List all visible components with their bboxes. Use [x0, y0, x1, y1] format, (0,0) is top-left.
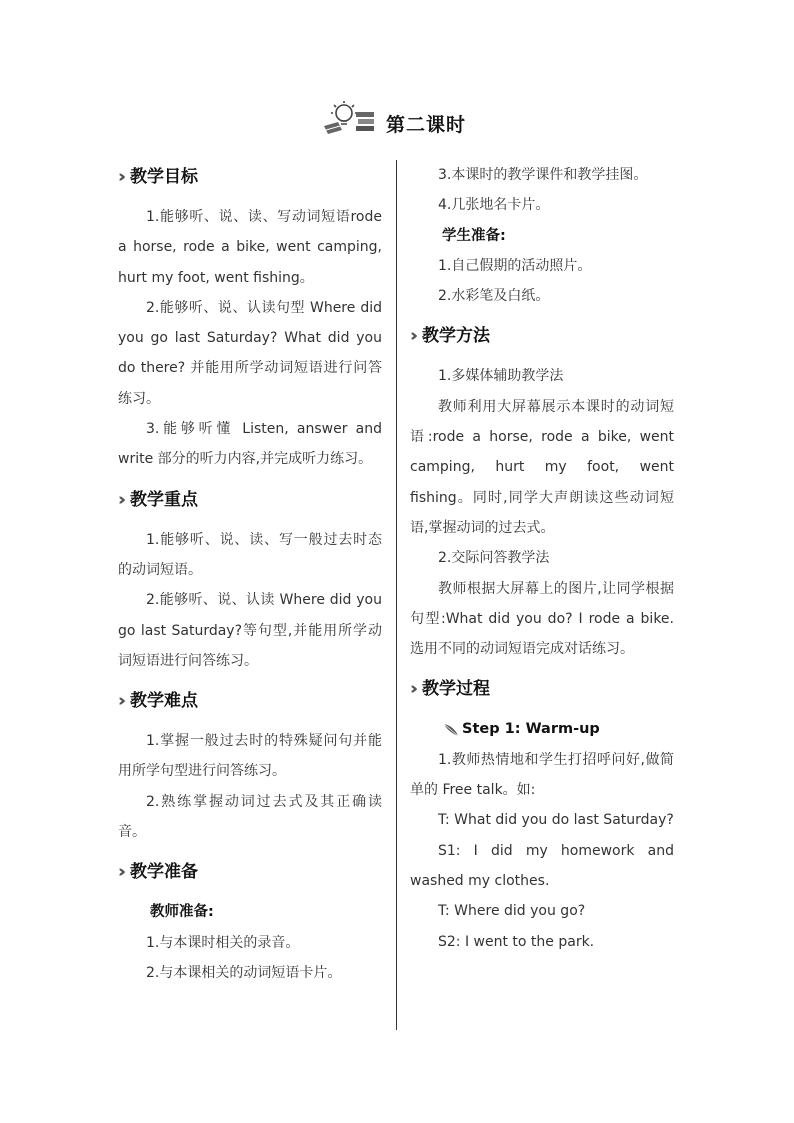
- double-chevron-icon: ››: [410, 326, 413, 347]
- heading-text: 教学方法: [422, 326, 491, 347]
- keypoint-item: 1.能够听、说、读、写一般过去时态的动词短语。: [118, 531, 382, 578]
- student-prep-item: 2.水彩笔及白纸。: [438, 288, 550, 305]
- teacher-prep-label: 教师准备:: [150, 904, 214, 921]
- section-heading-methods: [410, 319, 674, 353]
- teacher-prep-item: 3.本课时的教学课件和教学挂图。: [438, 167, 648, 183]
- heading-text: 教学重点: [130, 489, 199, 510]
- heading-text: 教学难点: [130, 691, 199, 712]
- heading-text: 教学过程: [422, 679, 491, 700]
- process-line: T: Where did you go?: [438, 903, 586, 920]
- student-prep-item: 1.自己假期的活动照片。: [438, 257, 592, 274]
- step-heading: [410, 714, 674, 744]
- step-title-text: Step 1: Warm-up: [462, 721, 600, 738]
- page-header: [0, 96, 794, 156]
- double-chevron-icon: ››: [118, 862, 121, 883]
- method-title: 1.多媒体辅助教学法: [438, 368, 564, 385]
- process-line: T: What did you do last Saturday?: [438, 812, 674, 829]
- lightbulb-books-icon: [322, 100, 378, 136]
- teacher-prep-item: 4.几张地名卡片。: [438, 197, 550, 214]
- process-line: S1: I did my homework and washed my clothes.: [410, 842, 674, 889]
- double-chevron-icon: ››: [118, 167, 121, 187]
- method-body: 教师利用大屏幕展示本课时的动词短语:rode a horse, rode a bike, went camping, hurt my foot, went fishing。同时,同学大声朗读这些动词短语,掌握动词的过去式。: [410, 398, 674, 536]
- goal-item: 2.能够听、说、认读句型 Where did you go last Saturday? What did you do there? 并能用所学动词短语进行问答练习。: [118, 299, 382, 407]
- process-line: 1.教师热情地和学生打招呼问好,做简单的 Free talk。如:: [410, 751, 674, 799]
- process-line: S2: I went to the park.: [438, 933, 595, 950]
- teacher-prep-item: 2.与本课相关的动词短语卡片。: [146, 964, 342, 981]
- section-heading-keypoints: [118, 483, 382, 517]
- left-column: [118, 160, 382, 988]
- student-prep-label: 学生准备:: [442, 227, 506, 244]
- feather-pen-icon: [442, 722, 460, 738]
- section-heading-preparation: [118, 855, 382, 889]
- heading-text: 教学准备: [130, 862, 199, 883]
- goal-item: 1.能够听、说、读、写动词短语rode a horse, rode a bike, went camping, hurt my foot, went fishing。: [118, 209, 382, 286]
- double-chevron-icon: ››: [118, 691, 121, 712]
- keypoint-item: 2.能够听、说、认读 Where did you go last Saturday?等句型,并能用所学动词短语进行问答练习。: [118, 592, 382, 669]
- page-title: 第二课时: [386, 114, 467, 136]
- section-heading-process: [410, 672, 674, 706]
- method-title: 2.交际问答教学法: [438, 550, 550, 567]
- double-chevron-icon: ››: [118, 489, 121, 510]
- section-heading-difficulties: [118, 684, 382, 718]
- heading-text: 教学目标: [130, 167, 199, 187]
- double-chevron-icon: ››: [410, 679, 413, 700]
- section-heading-goals: [118, 160, 382, 194]
- teacher-prep-item: 1.与本课时相关的录音。: [146, 934, 300, 951]
- method-body: 教师根据大屏幕上的图片,让同学根据句型:What did you do? I rode a bike. 选用不同的动词短语完成对话练习。: [410, 580, 674, 658]
- right-column: [410, 160, 674, 957]
- difficulty-item: 1.掌握一般过去时的特殊疑问句并能用所学句型进行问答练习。: [118, 733, 382, 780]
- goal-item: 3.能够听懂 Listen, answer and write 部分的听力内容,并完成听力练习。: [118, 421, 382, 468]
- column-divider: [396, 160, 397, 1030]
- difficulty-item: 2.熟练掌握动词过去式及其正确读音。: [118, 793, 382, 841]
